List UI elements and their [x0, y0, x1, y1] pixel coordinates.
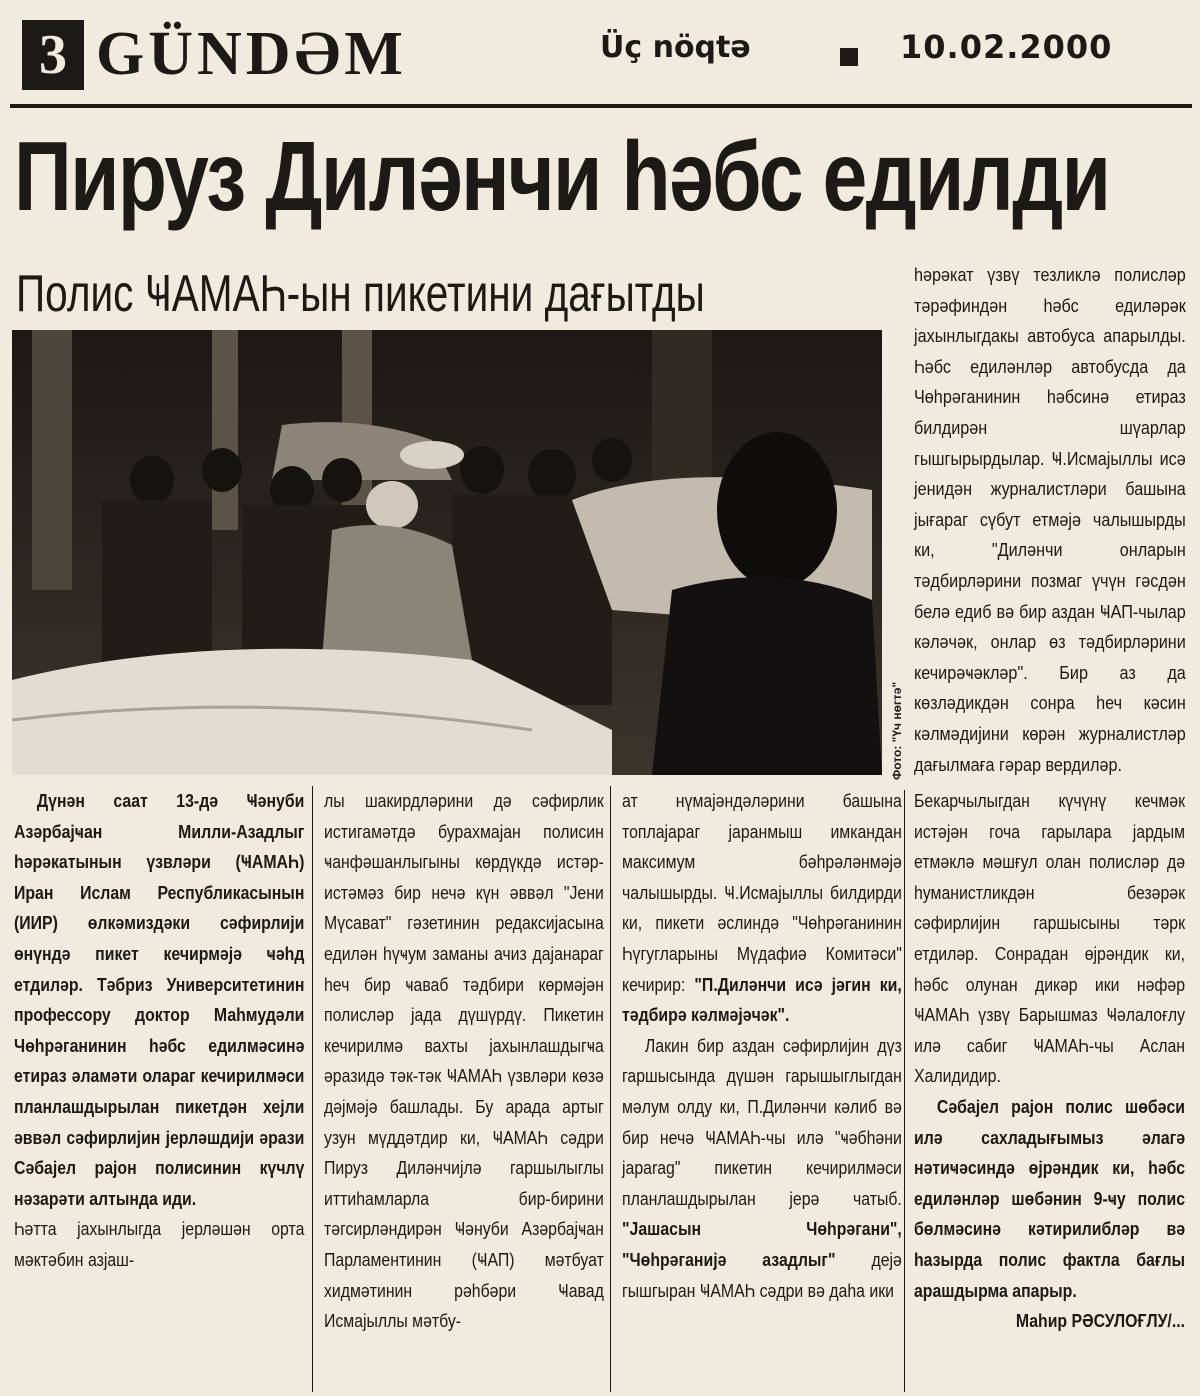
- slogan-bold: "Јашасын Чөһрәгани", "Чөһрәганијә азадлыг": [622, 1219, 902, 1270]
- article-column-2: [324, 786, 604, 1337]
- article-column-4: [914, 786, 1185, 1337]
- article-paragraph: Лакин бир аздан сәфирлијин дүз гаршысында дүшән гарышыглыгдан мәлум олду ки, П.Диләнчи кәлиб вә бир нечә ҸАМАҺ-чы илә "ҹәбһәни јараrag" пикетин кечирилмәси планлашдырылан јерә чатыб.: [622, 1035, 902, 1209]
- crowd-photo-illustration: [12, 330, 882, 775]
- headline: Пируз Диләнчи һәбс едилди: [14, 121, 1110, 231]
- article-paragraph: Бекарчылыгдан күчүнү кечмәк истәјән гоча гарылара јардым етмәклә мәшғул олан полисләр дә һуманистликдән безәрәк сәфирлијин гаршысыны тәрк етдиләр. Сонрадан өјрәндик ки, һәбс олунан дикәр ики нәфәр ҸАМАҺ үзвү Барышмаз Ҹәлалоғлу илә сабиг ҸАМАҺ-чы Аслан Халидидир.: [914, 791, 1186, 1087]
- issue-date: 10.02.2000: [900, 28, 1113, 66]
- section-name: Üç nöqtə: [600, 30, 751, 65]
- masthead: GÜNDƏM: [96, 20, 407, 88]
- article-paragraph-tail: дејә гышгыран ҸАМАҺ сәдри вә даһа ики: [622, 1249, 902, 1301]
- column-divider: [312, 786, 313, 1392]
- quote-bold: "П.Диләнчи исә јәгин ки, тәдбирә кәлмәјәчәк".: [622, 974, 902, 1026]
- header-rule: [10, 104, 1192, 108]
- separator-square: [840, 48, 858, 66]
- article-paragraph: лы шакирдләрини дә сәфирлик истигамәтдә бурахмајан полисин ҹанфәшанлыгыны көрдүкдә истәр-истәмәз бир нечә күн әввәл "Јени Мүсават" гәзетинин редаксијасына едилән һүҹум заманы ачиз дајанараг һеч бир ҹаваб тәдбири көрмәјән полисләр јада дүшүрдү. Пикетин кечирилмә вахты јахынлашдыгҹа әразидә тәк-тәк ҸАМАҺ үзвләри көзә дәјмәјә башлады. Бу арада артыг узун мүддәтдир ки, ҸАМАҺ сәдри Пируз Диләнчијлә гаршылыглы иттиһамларла бир-бирини тәгсирләндирән Ҹәнуби Азәрбајҹан Парламентинин (ҸАП) мәтбуат хидмәтинин рәһбәри Ҹавад Исмајыллы мәтбу-: [324, 791, 604, 1332]
- page-number: 3: [22, 20, 84, 90]
- article-closing: Сәбајел рајон полис шөбәси илә сахладығымыз әлагә нәтиҹәсиндә өјрәндик ки, һәбс едиләнләр шөбәнин 9-ҹу полис бөлмәсинә кәтирилибләр вә һазырда полис фактла бағлы арашдырма апарыр.: [914, 1096, 1186, 1301]
- photo-credit: Фото: "Үч нөгтә": [890, 681, 904, 780]
- article-column-right-top: [914, 260, 1186, 780]
- article-column-1: [14, 786, 304, 1276]
- article-paragraph: ат нүмајәндәләрини башына топлајараг јаранмыш имкандан максимум бәһрәләнмәјә чалышырды. Ҹ.Исмајыллы билдирди ки, пикети әслиндә "Чөһрәганинин Һүгугларыны Мүдафиә Комитәси" кечирир:: [622, 791, 902, 995]
- article-paragraph: Һәтта јахынлыгда јерләшән орта мәктәбин азјаш-: [14, 1219, 305, 1270]
- article-lead: Дүнән саат 13-дә Ҹәнуби Азәрбајҹан Милли-Азадлыг һәрәкатынын үзвләри (ҸАМАҺ) Иран Ислам Республикасынын (ИИР) өлкәмиздәки сәфирлији өнүндә пикет кечирмәјә ҹәһд етдиләр. Тәбриз Университетинин профессору доктор Маһмудәли Чөһрәганинин һәбс едилмәсинә етираз әламәти олараг кечирилмәси планлашдырылан пикетдән хејли әввәл сәфирлијин јерләшдији әрази Сәбајел рајон полисинин күчлү нәзарәти алтында иди.: [14, 791, 305, 1209]
- news-photo: [12, 330, 882, 775]
- column-divider: [610, 786, 611, 1392]
- article-column-3: [622, 786, 902, 1306]
- author-signature: Маһир РӘСУЛОҒЛУ/...: [1015, 1311, 1186, 1332]
- subheadline: Полис ҸАМАҺ-ын пикетини дағытды: [16, 265, 705, 323]
- column-divider: [904, 790, 905, 1392]
- article-paragraph: һәрәкат үзвү тезликлә полисләр тәрәфиндән һәбс едиләрәк јахынлыгдакы автобуса апарылды. Һәбс едиләнләр автобусда да Чөһрәганинин һәбсинә етираз билдирән шүарлар гышгырырдылар. Ҹ.Исмајыллы исә јенидән журналистләри башына јығараг сүбут етмәјә чалышырды ки, "Диләнчи онларын тәдбирләрини позмаг үчүн гәсдән белә едиб вә бир аздан ҸАП-чылар кәләчәк, онлар өз тәдбирләрини кечирәҹәкләр". Бир аз да көзләдикдән сонра һеч кәсин кәлмәдијини көрән журналистләр дағылмаға гәрар вердиләр.: [914, 265, 1186, 775]
